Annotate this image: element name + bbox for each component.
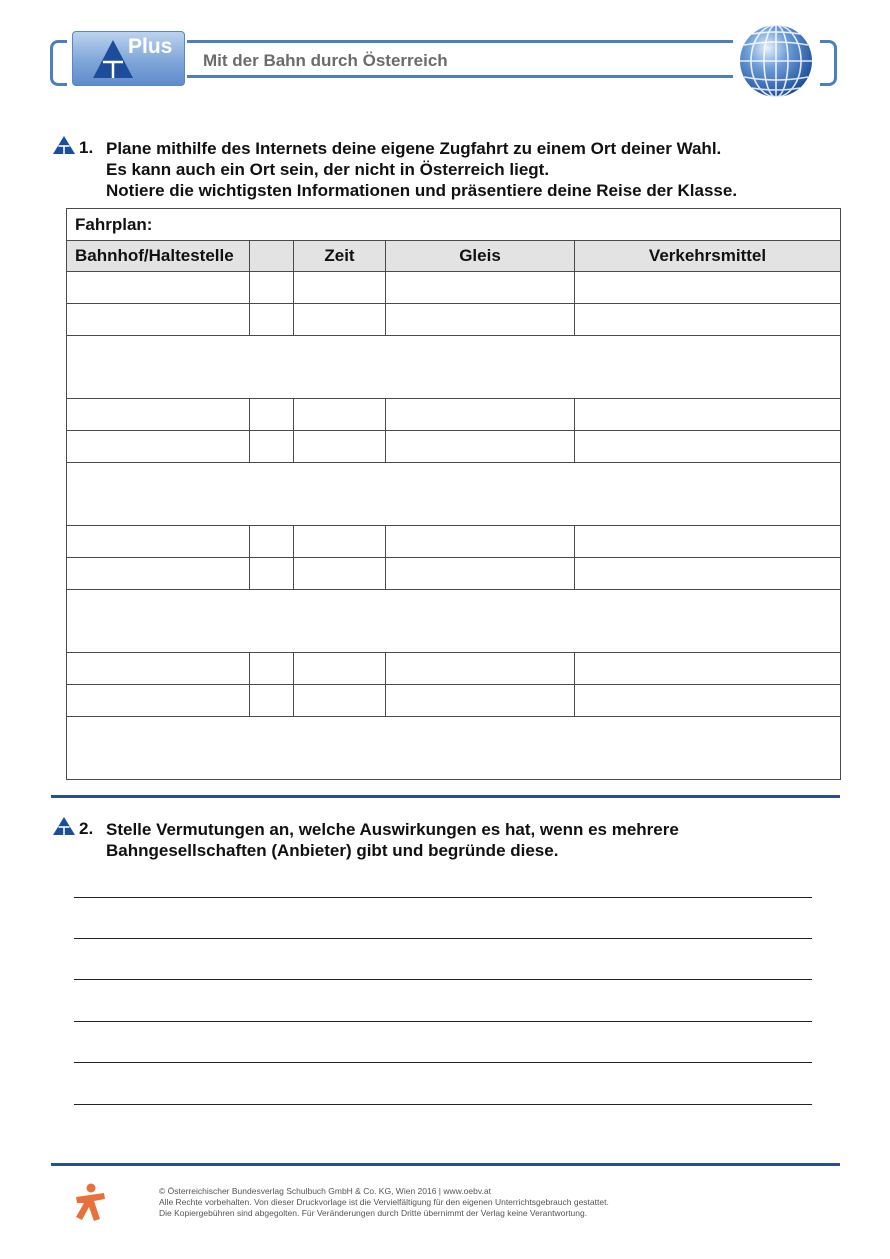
table-cell[interactable] [575, 526, 841, 558]
table-row [67, 272, 841, 304]
table-cell[interactable] [294, 685, 386, 717]
table-row [67, 685, 841, 717]
table-cell[interactable] [575, 558, 841, 590]
task-2-line: Stelle Vermutungen an, welche Auswirkungen es hat, wenn es mehrere [106, 820, 679, 839]
footer-line: © Österreichischer Bundesverlag Schulbuch GmbH & Co. KG, Wien 2016 | www.oebv.at [159, 1186, 491, 1196]
header-bracket-right [820, 40, 837, 86]
table-row [67, 653, 841, 685]
table-cell[interactable] [575, 431, 841, 463]
table-cell[interactable] [67, 463, 841, 526]
task-triangle-icon [53, 817, 75, 835]
table-cell[interactable] [250, 304, 294, 336]
table-cell[interactable] [67, 590, 841, 653]
table-cell[interactable] [67, 717, 841, 780]
column-header-time: Zeit [294, 241, 386, 272]
table-cell[interactable] [67, 558, 250, 590]
table-gap-row [67, 336, 841, 399]
page-title: Mit der Bahn durch Österreich [203, 51, 448, 70]
table-cell[interactable] [67, 431, 250, 463]
task-2-instructions [106, 819, 679, 861]
table-cell[interactable] [386, 272, 575, 304]
header-bracket-left [50, 40, 67, 86]
table-cell[interactable] [250, 526, 294, 558]
task-1-instructions [106, 138, 737, 201]
plus-badge-label: Plus [128, 35, 173, 58]
table-cell[interactable] [575, 685, 841, 717]
task-1-line: Notiere die wichtigsten Informationen und präsentiere deine Reise der Klasse. [106, 181, 738, 200]
table-cell[interactable] [386, 399, 575, 431]
table-cell[interactable] [386, 526, 575, 558]
table-row [67, 399, 841, 431]
table-cell[interactable] [67, 399, 250, 431]
table-cell[interactable] [67, 526, 250, 558]
table-cell[interactable] [67, 304, 250, 336]
table-cell[interactable] [386, 558, 575, 590]
table-row [67, 558, 841, 590]
table-cell[interactable] [386, 653, 575, 685]
footer-line: Die Kopiergebühren sind abgegolten. Für Veränderungen durch Dritte übernimmt der Verlag keine Verantwortung. [159, 1208, 588, 1218]
table-cell[interactable] [294, 558, 386, 590]
table-cell[interactable] [67, 653, 250, 685]
column-header-station: Bahnhof/Haltestelle [67, 241, 250, 272]
table-cell[interactable] [294, 272, 386, 304]
table-cell[interactable] [250, 272, 294, 304]
column-header-transport: Verkehrsmittel [575, 241, 841, 272]
table-row [67, 304, 841, 336]
task-1-line: Plane mithilfe des Internets deine eigene Zugfahrt zu einem Ort deiner Wahl. [106, 139, 722, 158]
globe-icon [737, 22, 815, 100]
answer-line[interactable] [74, 897, 812, 898]
table-row [67, 526, 841, 558]
publisher-logo-icon [70, 1183, 110, 1223]
table-cell[interactable] [67, 336, 841, 399]
schedule-table [66, 208, 841, 780]
table-cell[interactable] [294, 304, 386, 336]
task-triangle-icon [53, 136, 75, 154]
table-cell[interactable] [294, 653, 386, 685]
answer-line[interactable] [74, 1104, 812, 1105]
table-cell[interactable] [294, 431, 386, 463]
table-cell[interactable] [294, 526, 386, 558]
table-cell[interactable] [250, 431, 294, 463]
table-cell[interactable] [386, 685, 575, 717]
table-cell[interactable] [575, 399, 841, 431]
table-cell[interactable] [386, 431, 575, 463]
table-cell[interactable] [575, 304, 841, 336]
table-gap-row [67, 590, 841, 653]
footer-copyright [159, 1186, 609, 1219]
table-cell[interactable] [67, 272, 250, 304]
table-cell[interactable] [386, 304, 575, 336]
table-cell[interactable] [575, 653, 841, 685]
answer-line[interactable] [74, 1021, 812, 1022]
table-cell[interactable] [250, 399, 294, 431]
footer-line: Alle Rechte vorbehalten. Von dieser Druckvorlage ist die Vervielfältigung für den eigenen Unterrichtsgebrauch gestattet. [159, 1197, 609, 1207]
answer-line[interactable] [74, 1062, 812, 1063]
table-caption: Fahrplan: [67, 209, 841, 241]
table-cell[interactable] [294, 399, 386, 431]
footer-divider [51, 1163, 840, 1166]
table-gap-row [67, 463, 841, 526]
column-header-blank [250, 241, 294, 272]
table-gap-row [67, 717, 841, 780]
table-cell[interactable] [250, 653, 294, 685]
table-cell[interactable] [575, 272, 841, 304]
task-2-number: 2. [79, 819, 94, 838]
column-header-platform: Gleis [386, 241, 575, 272]
answer-line[interactable] [74, 979, 812, 980]
table-cell[interactable] [250, 558, 294, 590]
answer-line[interactable] [74, 938, 812, 939]
table-cell[interactable] [67, 685, 250, 717]
section-divider [51, 795, 840, 798]
task-2-line: Bahngesellschaften (Anbieter) gibt und begründe diese. [106, 841, 559, 860]
table-row [67, 431, 841, 463]
task-1-number: 1. [79, 138, 94, 157]
task-1-line: Es kann auch ein Ort sein, der nicht in Österreich liegt. [106, 160, 550, 179]
table-cell[interactable] [250, 685, 294, 717]
